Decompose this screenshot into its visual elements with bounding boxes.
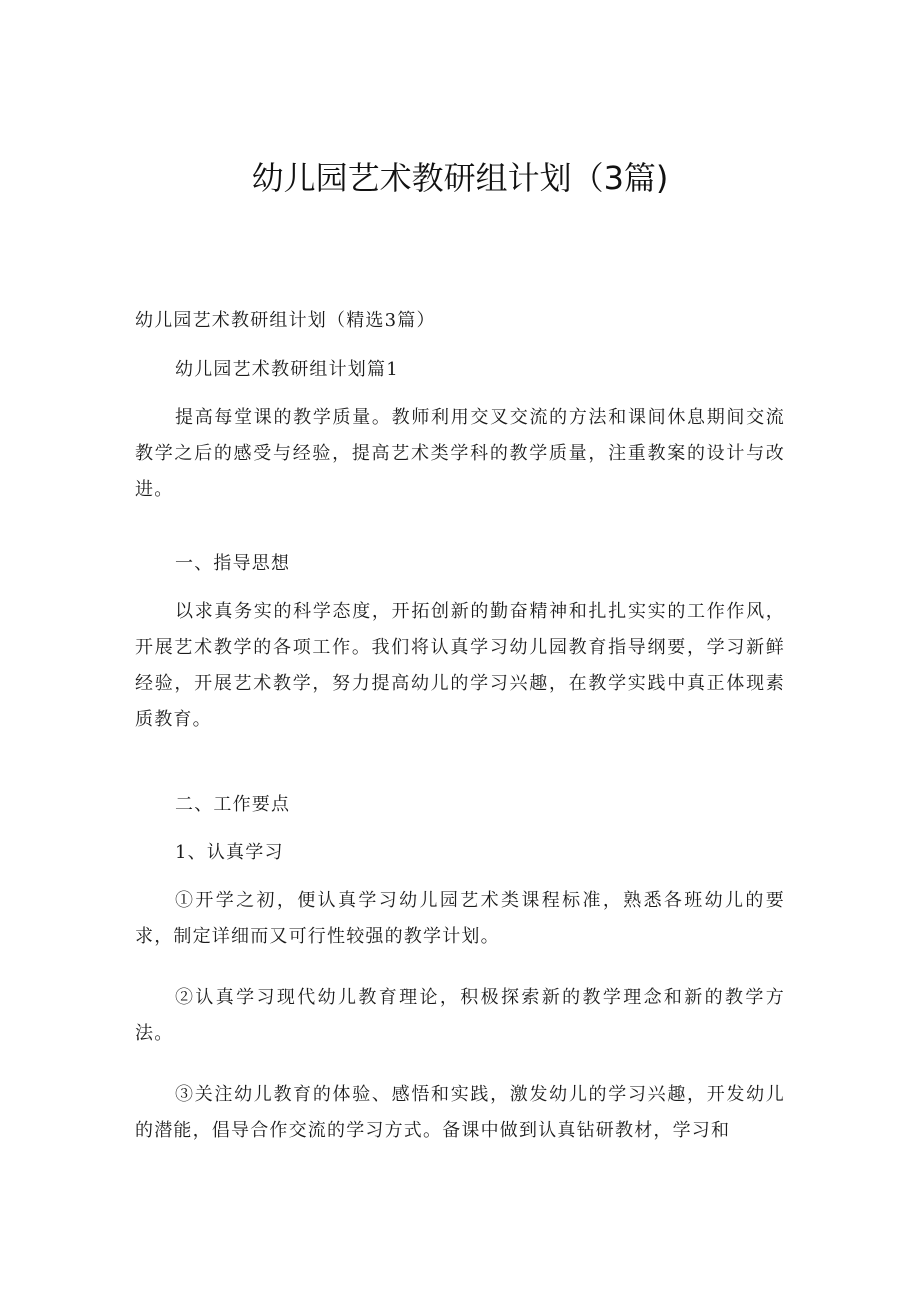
document-title: 幼儿园艺术教研组计划（3篇) — [251, 159, 669, 197]
heading-guiding-thought: 一、指导思想 — [175, 553, 291, 574]
heading-work-points: 二、工作要点 — [175, 794, 291, 815]
subheading-study: 1、认真学习 — [175, 842, 284, 863]
paragraph-guiding-thought: 以求真务实的科学态度，开拓创新的勤奋精神和扎扎实实的工作作风，开展艺术教学的各项工作。我们将认真学习幼儿园教育指导纲要，学习新鲜经验，开展艺术教学，努力提高幼儿的学习兴趣，在教学实践中真正体现素质教育。 — [135, 601, 785, 730]
list-item-1: ①开学之初，便认真学习幼儿园艺术类课程标准，熟悉各班幼儿的要求，制定详细而又可行性较强的教学计划。 — [135, 890, 785, 947]
list-item-3: ③关注幼儿教育的体验、感悟和实践，激发幼儿的学习兴趣，开发幼儿的潜能，倡导合作交流的学习方式。备课中做到认真钻研教材，学习和 — [135, 1084, 785, 1141]
intro-paragraph: 提高每堂课的教学质量。教师利用交叉交流的方法和课间休息期间交流教学之后的感受与经验，提高艺术类学科的教学质量，注重教案的设计与改进。 — [135, 407, 785, 500]
section-heading: 幼儿园艺术教研组计划篇1 — [175, 359, 399, 380]
document-subtitle: 幼儿园艺术教研组计划（精选3篇） — [135, 310, 436, 331]
list-item-2: ②认真学习现代幼儿教育理论，积极探索新的教学理念和新的教学方法。 — [135, 987, 785, 1044]
